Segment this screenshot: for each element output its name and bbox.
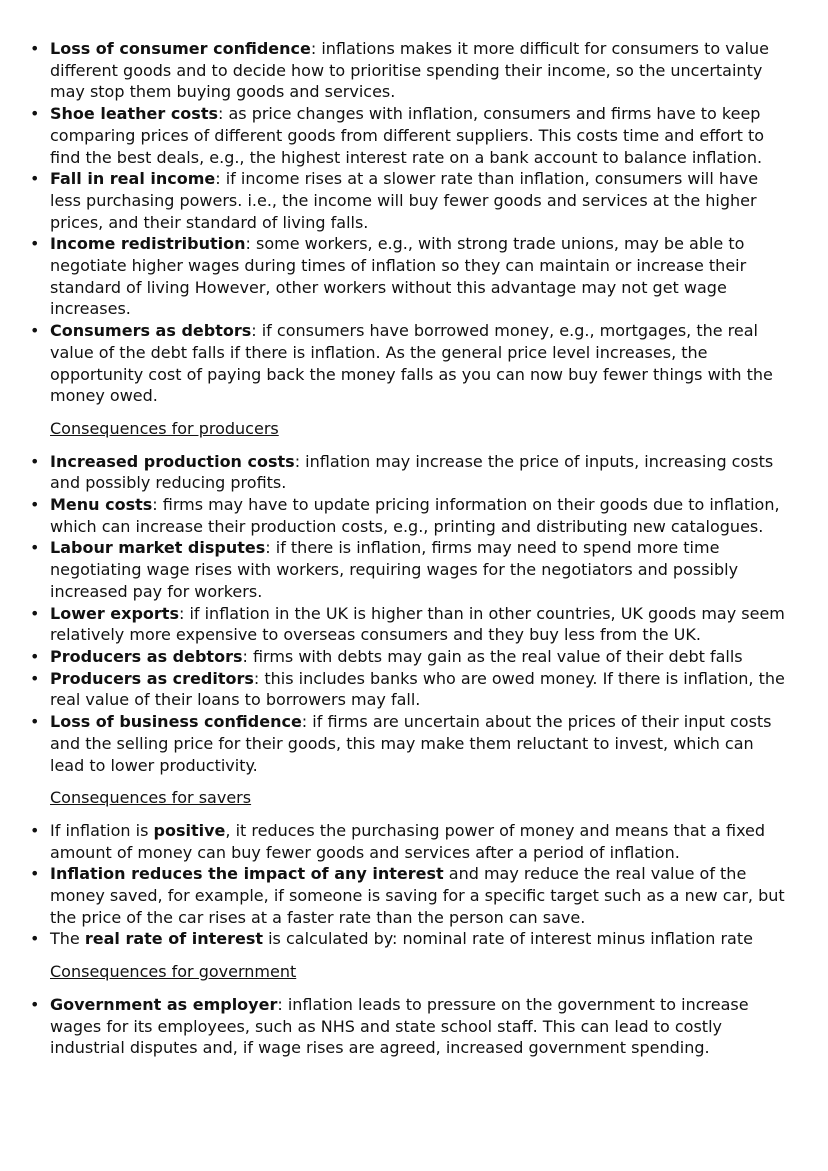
bullet-icon: • [30, 495, 40, 515]
item-lead-text: The [50, 929, 85, 949]
bullet-icon: • [30, 538, 40, 558]
item-description: : as price changes with inflation, consumers and firms have to keep comparing prices of different goods from different suppliers. This costs time and effort to find the best deals, e.g., the highest interest rate on a bank account to balance inflation. [50, 104, 765, 167]
list-item [30, 994, 790, 1059]
bullet-icon: • [30, 820, 40, 840]
item-term: Fall in real income [50, 169, 216, 189]
bullet-icon: • [30, 39, 40, 58]
document-page [30, 38, 790, 1059]
bullet-icon: • [30, 321, 40, 341]
item-description: : if income rises at a slower rate than inflation, consumers will have less purchasing powers. i.e., the income will buy fewer goods and services at the higher prices, and their standard of living falls. [50, 169, 759, 232]
item-description: : some workers, e.g., with strong trade unions, may be able to negotiate higher wages during times of inflation so they can maintain or increase their standard of living However, other workers without this advantage may not get wage increases. [50, 234, 747, 319]
list-item [30, 820, 790, 863]
item-term: Income redistribution [50, 234, 246, 254]
item-term: Inflation reduces the impact of any interest [50, 864, 444, 884]
bullet-icon: • [30, 864, 40, 884]
bullet-icon: • [30, 234, 40, 254]
item-term: Producers as creditors [50, 668, 254, 688]
item-term: Increased production costs [50, 451, 295, 471]
list-item [30, 103, 790, 168]
item-description: and may reduce the real value of the money saved, for example, if someone is saving for a specific target such as a new car, but the price of the car rises at a faster rate than the person can save. [50, 864, 785, 927]
item-lead-text: If inflation is [50, 820, 154, 840]
list-item [30, 646, 790, 668]
item-description: , it reduces the purchasing power of money and means that a fixed amount of money can buy fewer goods and services after a period of inflation. [50, 820, 766, 862]
list-item [30, 668, 790, 711]
item-term: Labour market disputes [50, 538, 266, 558]
item-description: : inflation may increase the price of inputs, increasing costs and possibly reducing profits. [50, 451, 774, 493]
bullet-icon: • [30, 104, 40, 124]
list-item [30, 711, 790, 776]
bullet-icon: • [30, 929, 40, 949]
list-item [30, 233, 790, 320]
item-term: real rate of interest [84, 929, 264, 949]
list-item [30, 537, 790, 602]
list-item [30, 928, 790, 950]
item-description: : if consumers have borrowed money, e.g., mortgages, the real value of the debt falls if there is inflation. As the general price level increases, the opportunity cost of paying back the money falls as you can now buy fewer things with the money owed. [50, 321, 773, 406]
item-description: : this includes banks who are owed money. If there is inflation, the real value of their loans to borrowers may fall. [50, 668, 785, 710]
bullet-icon: • [30, 451, 40, 471]
list-item [30, 603, 790, 646]
item-term: Government as employer [50, 994, 278, 1014]
item-term: Menu costs [50, 495, 153, 515]
item-description: : firms with debts may gain as the real value of their debt falls [242, 646, 743, 666]
list-item [30, 38, 790, 103]
item-description: : inflation leads to pressure on the government to increase wages for its employees, such as NHS and state school staff. This can lead to costly industrial disputes and, if wage rises are agreed, increased government spending. [50, 994, 749, 1058]
item-description: : firms may have to update pricing information on their goods due to inflation, which can increase their production costs, e.g., printing and distributing new catalogues. [50, 495, 780, 536]
item-term: Shoe leather costs [50, 104, 218, 124]
item-term: positive [153, 820, 226, 840]
section-heading: Consequences for government [50, 962, 297, 982]
item-term: Producers as debtors [50, 646, 243, 666]
item-term: Loss of business confidence [50, 712, 302, 732]
list-item [30, 320, 790, 407]
item-description: is calculated by: nominal rate of interest minus inflation rate [263, 929, 753, 949]
list-item [30, 863, 790, 928]
bullet-icon: • [30, 169, 40, 189]
list-item [30, 168, 790, 233]
bullet-list [30, 820, 790, 950]
bullet-list [30, 451, 790, 777]
item-term: Loss of consumer confidence [50, 39, 311, 58]
bullet-icon: • [30, 712, 40, 732]
list-item [30, 494, 790, 537]
item-term: Lower exports [50, 603, 179, 623]
bullet-icon: • [30, 994, 40, 1014]
item-description: : inflations makes it more difficult for consumers to value different goods and to decide how to prioritise spending their income, so the uncertainty may stop them buying goods and services. [50, 39, 769, 102]
list-item [30, 451, 790, 494]
section-heading: Consequences for producers [50, 418, 279, 438]
item-description: : if inflation in the UK is higher than in other countries, UK goods may seem relatively more expensive to overseas consumers and they buy less from the UK. [50, 603, 785, 645]
item-term: Consumers as debtors [50, 321, 252, 341]
bullet-list [30, 38, 790, 407]
bullet-icon: • [30, 668, 40, 688]
bullet-icon: • [30, 646, 40, 666]
section-heading: Consequences for savers [50, 788, 252, 808]
bullet-icon: • [30, 603, 40, 623]
bullet-list [30, 994, 790, 1059]
item-description: : if there is inflation, firms may need to spend more time negotiating wage rises with workers, requiring wages for the negotiators and possibly increased pay for workers. [50, 538, 739, 601]
item-description: : if firms are uncertain about the prices of their input costs and the selling price for their goods, this may make them reluctant to invest, which can lead to lower productivity. [50, 712, 772, 775]
